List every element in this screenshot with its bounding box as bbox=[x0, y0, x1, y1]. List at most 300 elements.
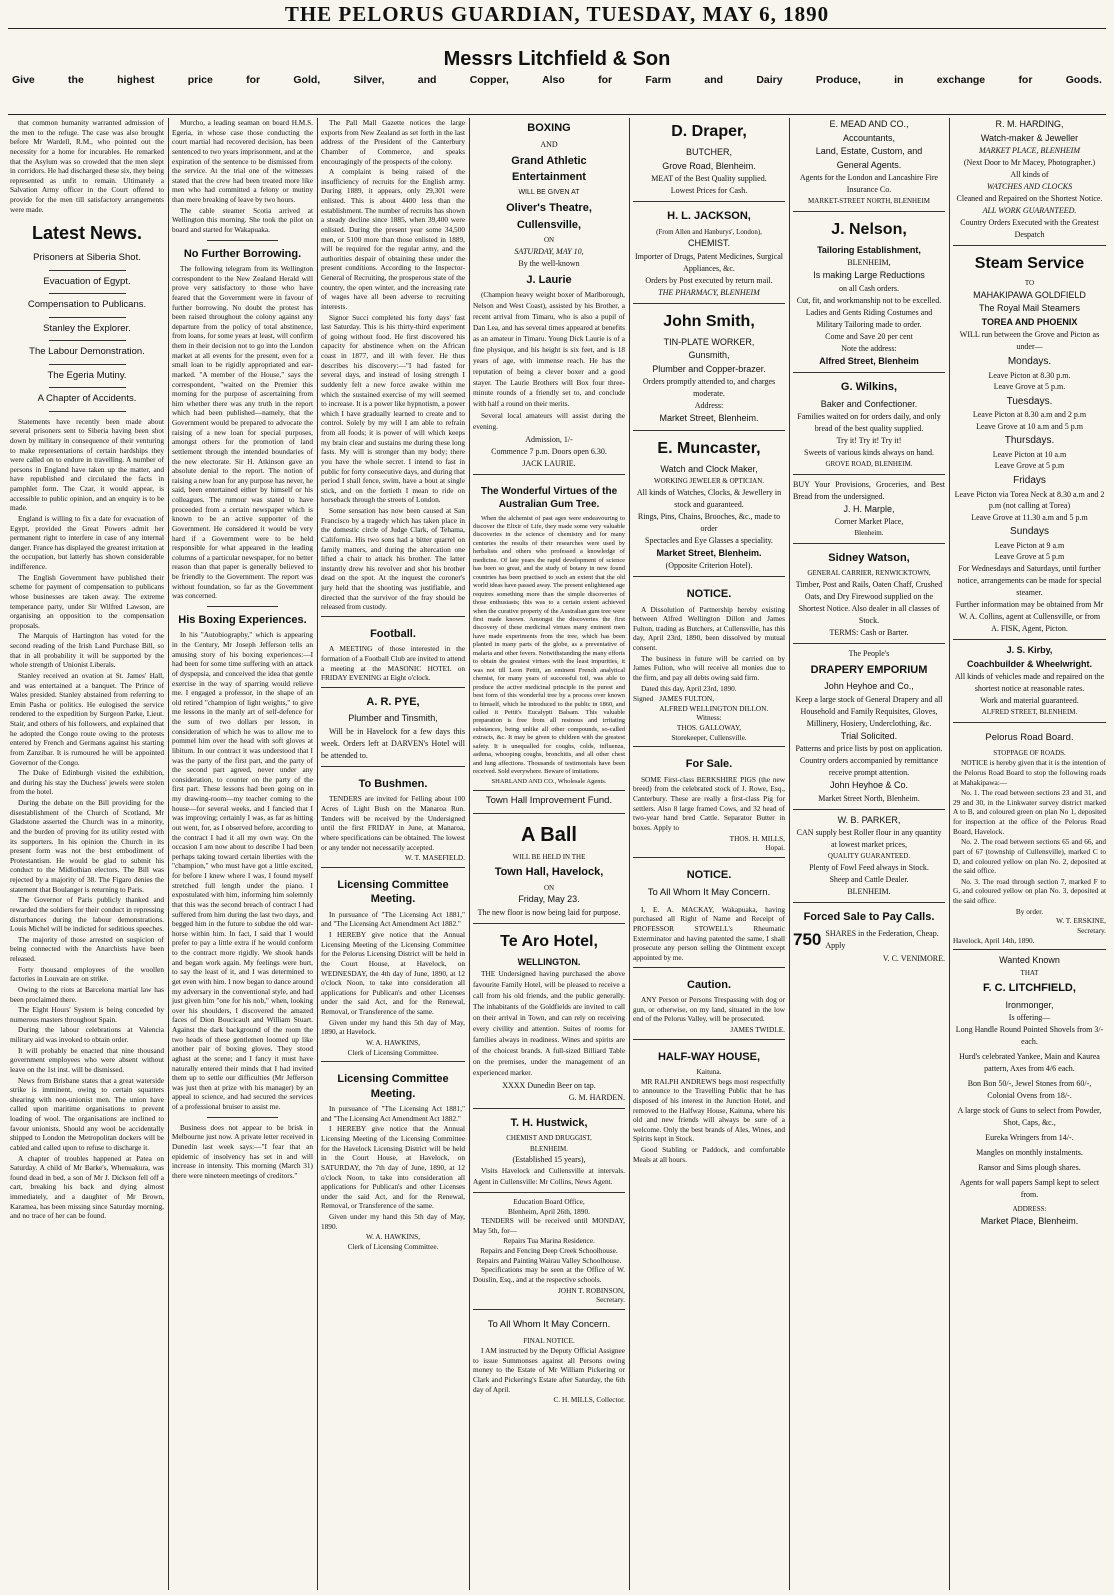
nelson-line: Cut, fit, and workmanship not to be excelled. bbox=[796, 295, 942, 305]
mead-ad bbox=[793, 118, 945, 207]
news-subhead: The Egeria Mutiny. bbox=[47, 369, 127, 381]
latest-news-body bbox=[10, 417, 164, 1221]
muncaster-line: Rings, Pins, Chains, Brooches, &c., made to order bbox=[637, 511, 781, 533]
schedule-time: Leave Grove at 5 p.m. bbox=[993, 382, 1066, 392]
news-subhead: Prisoners at Siberia Shot. bbox=[33, 252, 141, 263]
divider bbox=[49, 340, 126, 341]
column-5 bbox=[633, 118, 785, 1592]
divider bbox=[49, 364, 126, 365]
news-subhead: Compensation to Publicans. bbox=[27, 299, 147, 311]
harding-line: All kinds of bbox=[1010, 170, 1049, 179]
news-paragraph: The following telegram from its Wellington correspondent to the New Zealand Herald will prove very satisfactory to those who have feared that the Government were in favour of further borrowing. No doubt the protest has been raised throughout the colony against any departure from the policy of total abstinence, from loans, for some years at least, will confirm them in their decision not to go into the London market at all events for the present, even for a small loan to be rigidly appropriated and ear-marked. "A member of the House," says the correspondent, "waited on the Premier this morning for the purpose of ascertaining from him whether there was any truth in the report which had been published—namely, that the Government would be prepared to advocate the raising of a new loan for special purposes, amongst others for the promotion of land settlement through the intended boundaries of the new electorate. Sir H. Atkinson gave an absolute denial to the report. The notion of raising a new loan for any purpose has never, he said, been entertained either by himself or his colleagues. The rumour was stated to have proceeded from a certain newspaper which is known to be an active supporter of the Government. He considered it would be very hard if a Government were to be held responsible for what appeared in the leading columns of a particular newspaper, for no better reason than that paper is generally believed to be friendly to the Government. The report was without foundation, so far as the Government was concerned. bbox=[172, 264, 313, 601]
dissolution-witness-label: Witness: bbox=[696, 713, 722, 723]
draper-name: D. Draper, bbox=[671, 123, 747, 140]
caution-body: ANY Person or Persons Trespassing with dog or gun, or otherwise, on my land, situated in the low end of the Pelorus Valley, will be prosecuted. bbox=[633, 995, 785, 1024]
news-paragraphs bbox=[321, 118, 465, 612]
nelson-line: Note the address: bbox=[841, 343, 897, 353]
harding-line: ALL WORK GUARANTEED. bbox=[982, 206, 1077, 215]
licensing-signer: W. A. HAWKINS, bbox=[365, 1037, 421, 1047]
column-2 bbox=[172, 118, 313, 1592]
watson-line: Timber, Post and Rails, Oaten Chaff, Crushed Oats, and Dry Firewood supplied on the Shortest Notice. Also dealer in all classes of Stock. bbox=[795, 579, 943, 625]
banner-word: Dairy bbox=[756, 74, 783, 86]
smith-trade: TIN-PLATE WORKER, bbox=[663, 336, 755, 347]
mead-line: Agents for the London and Lancashire Fire Insurance Co. bbox=[799, 173, 939, 194]
steam-signer: A. FISK, Agent, Picton. bbox=[991, 624, 1068, 634]
divider bbox=[207, 606, 278, 607]
parker-line: Sheep and Cattle Dealer. bbox=[829, 874, 909, 884]
muncaster-trade: Watch and Clock Maker, bbox=[660, 463, 758, 474]
final-notice-heading: To All Whom It May Concern. bbox=[487, 1318, 611, 1330]
final-notice bbox=[473, 1309, 625, 1405]
steam-body: WILL run between the Grove and Picton as under— bbox=[959, 330, 1100, 351]
kirby-ad bbox=[953, 639, 1106, 718]
te-aro-body: THE Undersigned having purchased the above favourite Family Hotel, will be pleased to receive a call from his old friends, and the public generally. The inhabitants of the Goldfields are invited to call on their arrival in Town, and can rely on receiving every civility and attention. Suites of rooms for families always in readiness. Wines and spirits are of the choicest brands. A full-sized Billiard Table on the premises, under the management of an experienced marker. bbox=[473, 969, 625, 1077]
wilkins-name: G. Wilkins, bbox=[840, 381, 898, 393]
column-divider bbox=[168, 118, 169, 1590]
ball-title: A Ball bbox=[521, 823, 577, 846]
half-way-house-ad bbox=[633, 1039, 785, 1165]
dissolution-notice bbox=[633, 576, 785, 742]
road-board-by: By order. bbox=[1015, 906, 1044, 916]
nelson-line: Ladies and Gents Riding Costumes and Military Tailoring made to order. bbox=[805, 307, 933, 329]
kirby-name: J. S. Kirby, bbox=[1006, 645, 1053, 656]
emporium-owner: John Heyhoe & Co. bbox=[829, 780, 909, 790]
divider bbox=[49, 411, 126, 412]
caution-signer: JAMES TWIDLE. bbox=[730, 1024, 785, 1034]
news-paragraph: In his "Autobiography," which is appearing in the Century, Mr Joseph Jefferson tells an amusing story of his boxing experiences:—I had been for some time suffering with an attack of dyspepsia, and conceived the idea that gentle exercise in the way of sparring would relieve me. I engaged a professor, in the shape of an old retired "champion of light weights," to give me lessons in the manly art of self-defence for the sum of two dollars per lesson, in consideration of which he was to allow me to pommel him over the head with soft gloves at libitum. In our contract it was understood that I was the party of the first part, and the party of the second part agreed, never under any consideration, to counter on the party of the first part. These lessons had been going on in my drawing-room—my teacher coming to the house—for several weeks, and I fancied that I was improving; certainly I was, as far as hitting out went, for, as I observed before, according to the contract I had it all my own way. On the occasion I am now about to describe I had been perhaps taking toward certain liberties with the "champion," who must have got a little excited, for before I knew where I was, I found myself stretched full length under the piano. I expostulated with him, informing him solemnly that this was the second breach of contract I had suffered from him during the last two days, and begged him in the future to subdue the old war-horse within him. In fact, I said that I would prefer to pay a little extra if he would conform to the contract more rigidly. We shook hands and began work again. My feelings were hurt, to say the least of it, and I was determined to get even with him. I now began to dance around my adversary in the conventional style, and had just given him "one for his nob," when, looking over his shoulders, I discovered the amazed faces of Dion Boucicault and William Stuart. Against the dark background of the room the two heads of these gentlemen loomed up like another pair of boxing gloves. They stood aghast at the scene; and I fancy it must have naturally entered their minds that I had invited them up to settle our difficulties (Mr Jefferson was just then at prize with his manager) by an appeal to science, and had secured the services of a professional bruiser to assist me. bbox=[172, 630, 313, 1112]
smith-address-label: Address: bbox=[694, 401, 724, 410]
kirby-trade: Coachbuilder & Wheelwright. bbox=[966, 658, 1092, 669]
boxing-date: SATURDAY, MAY 10, bbox=[514, 246, 584, 256]
half-way-stabling: Good Stabling or Paddock, and comfortable Meals at all hours. bbox=[633, 1145, 785, 1164]
road-board-items bbox=[953, 788, 1106, 906]
boxing-title: Grand Athletic Entertainment bbox=[511, 154, 587, 183]
education-specs: Specifications may be seen at the Office of W. Douslin, Esq., and at the respective schools. bbox=[473, 1265, 625, 1284]
dissolution-heading: NOTICE. bbox=[686, 588, 732, 600]
parker-line: Plenty of Fowl Feed always in Stock. bbox=[809, 862, 929, 872]
steam-heading: Steam Service bbox=[974, 255, 1085, 272]
litchfield-ad bbox=[953, 949, 1106, 1228]
licensing-date: Given under my hand this 5th day of May, 1890, at Havelock. bbox=[321, 1017, 465, 1037]
nelson-trade: Tailoring Establishment, bbox=[817, 244, 921, 255]
dissolution-signed-label: Signed bbox=[633, 694, 654, 704]
hustwick-trade: CHEMIST AND DRUGGIST, bbox=[506, 1134, 592, 1143]
kirby-line: All kinds of vehicles made and repaired on the shortest notice at reasonable rates. bbox=[954, 672, 1105, 694]
emporium-owner: John Heyhoe and Co., bbox=[824, 681, 914, 691]
education-date: Blenheim, April 26th, 1890. bbox=[508, 1206, 590, 1216]
pye-body: Will be in Havelock for a few days this week. Orders left at DARVEN's Hotel will be attended to. bbox=[321, 726, 465, 760]
litchfield-heading: Wanted Known bbox=[999, 955, 1060, 966]
dissolution-body: The business in future will be carried on by James Fulton, who will receive all monies due to the firm, and pay all debts owing said firm. bbox=[633, 653, 785, 682]
news-paragraph: The Marquis of Hartington has voted for the second reading of the Irish Land Purchase Bill, so that in all probability it will be supported by the whole strength of Unionist Liberals. bbox=[10, 631, 164, 670]
litchfield-trade: Ironmonger, bbox=[1005, 999, 1054, 1010]
divider bbox=[49, 293, 126, 294]
wilkins-ad bbox=[793, 372, 945, 470]
news-paragraph: Business does not appear to be brisk in Melbourne just now. A private letter received in Dunedin last week says:—"I fear that an epidemic of insolvency has set in and will increase in intensity. This morning (March 31) there were nineteen meetings of creditors." bbox=[172, 1122, 313, 1180]
harding-name: R. M. HARDING, bbox=[995, 119, 1064, 129]
road-board-date: Havelock, April 14th, 1890. bbox=[953, 935, 1035, 945]
boxing-times: Commence 7 p.m. Doors open 6.30. bbox=[491, 447, 607, 457]
te-aro-city: WELLINGTON. bbox=[517, 956, 581, 967]
licensing-pursuance: In pursuance of "The Licensing Act 1881," and "The Licensing Act Amendment Act 1882." bbox=[321, 1104, 465, 1123]
nelson-line: Come and Save 20 per cent bbox=[825, 331, 913, 341]
licensing-notice-1 bbox=[321, 867, 465, 1057]
masthead-rule bbox=[8, 28, 1106, 29]
licensing-signer: W. A. HAWKINS, bbox=[365, 1232, 421, 1242]
schedule-time: Leave Grove at 11.30 a.m and 5 p.m bbox=[971, 512, 1088, 522]
harding-line: Cleaned and Repaired on the Shortest Notice. bbox=[956, 194, 1103, 203]
muncaster-ad bbox=[633, 430, 785, 573]
schedule-time: Leave Picton at 8.30 a.m and 2 p.m bbox=[972, 410, 1087, 420]
divider bbox=[49, 317, 126, 318]
emporium-trial: Trial Solicited. bbox=[840, 730, 898, 741]
divider bbox=[207, 240, 278, 241]
jackson-trade: CHEMIST. bbox=[687, 238, 730, 248]
boxing-will: WILL BE GIVEN AT bbox=[518, 188, 580, 196]
watson-terms: TERMS: Cash or Barter. bbox=[829, 627, 909, 637]
for-sale-body: SOME First-class BERKSHIRE PIGS (the new breed) from the celebrated stock of J. Rowe, Esq., Canterbury. These are really a first-class Pig for settlers. Also 8 large framed Cows, and 32 head of two-year hand bred Cattle. Separator Butter in boxes. Apply to bbox=[633, 774, 785, 832]
column-7 bbox=[953, 118, 1106, 1592]
emporium-pre: The People's bbox=[848, 648, 890, 658]
no-borrowing-body bbox=[172, 264, 313, 601]
banner-word: and bbox=[417, 74, 437, 86]
kirby-street: ALFRED STREET, BLENHEIM. bbox=[981, 708, 1078, 717]
mead-name: E. MEAD AND CO., bbox=[829, 119, 909, 129]
harding-line: Country Orders Executed with the Greatest Despatch bbox=[960, 218, 1099, 239]
harding-trade: Watch-maker & Jeweller bbox=[980, 132, 1079, 143]
smith-name: John Smith, bbox=[663, 312, 755, 330]
boxing-experiences-body bbox=[172, 630, 313, 1180]
mead-street: MARKET-STREET NORTH, BLENHEIM bbox=[808, 197, 930, 205]
schedule-time: Leave Picton via Torea Neck at 8.30 a.m and 2 p.m (not calling at Torea) bbox=[954, 489, 1105, 511]
harding-line: WATCHES AND CLOCKS bbox=[986, 182, 1073, 191]
muncaster-opp: (Opposite Criterion Hotel). bbox=[665, 561, 753, 570]
harding-ad bbox=[953, 118, 1106, 241]
steam-schedule bbox=[953, 355, 1106, 563]
boxing-venue: Oliver's Theatre, Cullensville, bbox=[506, 202, 592, 231]
hustwick-name: T. H. Hustwick, bbox=[510, 1116, 588, 1129]
ball-will: WILL BE HELD IN THE bbox=[512, 852, 586, 861]
town-hall-heading: Town Hall Improvement Fund. bbox=[473, 790, 625, 808]
draper-trade: BUTCHER, bbox=[685, 147, 732, 157]
news-paragraph: It will probably be enacted that nine thousand government employees who were absent without leave on the 1st inst. will be dismissed. bbox=[10, 1045, 164, 1074]
banner-word: for bbox=[246, 74, 261, 86]
wilkins-trade: Baker and Confectioner. bbox=[820, 398, 918, 409]
news-paragraph: Owing to the riots at Barcelona martial law has been proclaimed there. bbox=[10, 984, 164, 1004]
boxing-amateurs: Several local amateurs will assist during the evening. bbox=[473, 411, 625, 432]
smith-ad bbox=[633, 303, 785, 426]
road-item: No. 2. The road between sections 65 and 66, and part of 67 (township of Cullensville), marked C to D, and coloured yellow on plan No. 2, deposited at the said office. bbox=[953, 837, 1106, 876]
boxing-ad bbox=[473, 120, 625, 470]
half-way-heading: HALF-WAY HOUSE, bbox=[657, 1050, 761, 1063]
smith-trade: Gunsmith, bbox=[688, 350, 730, 360]
schedule-time: Leave Grove at 5 p.m bbox=[994, 552, 1065, 562]
gum-tree-agents: SHARLAND AND CO., Wholesale Agents. bbox=[491, 777, 607, 785]
banner-subtitle bbox=[12, 74, 1102, 86]
litchfield-item: Mangles on monthly instalments. bbox=[976, 1148, 1083, 1158]
marple-ad bbox=[793, 474, 945, 539]
litchfield-item: Eureka Wringers from 14/-. bbox=[985, 1133, 1074, 1143]
banner-word: Gold, bbox=[293, 74, 321, 86]
divider bbox=[49, 387, 126, 388]
litchfield-item: A large stock of Guns to select from Powder, Shot, Caps, &c., bbox=[957, 1106, 1102, 1128]
marple-town: Blenheim. bbox=[854, 529, 884, 537]
banner-word: Silver, bbox=[353, 74, 385, 86]
hustwick-est: (Established 15 years), bbox=[512, 1155, 586, 1165]
banner-word: Goods. bbox=[1065, 74, 1102, 86]
jackson-line: Orders by Post executed by return mail. bbox=[645, 275, 773, 285]
latest-news-heading: Latest News. bbox=[31, 223, 143, 244]
schedule-day: Thursdays. bbox=[1004, 435, 1055, 447]
litchfield-name: F. C. LITCHFIELD, bbox=[983, 982, 1076, 995]
divider bbox=[49, 270, 126, 271]
harding-place: MARKET PLACE, BLENHEIM bbox=[979, 146, 1080, 155]
banner-word: for bbox=[598, 74, 613, 86]
pye-name: A. R. PYE, bbox=[366, 695, 420, 708]
football-heading: Football. bbox=[370, 627, 416, 640]
road-board-body: NOTICE is hereby given that it is the intention of the Pelorus Road Board to stop the following roads at Mahakipawa:— bbox=[953, 758, 1106, 787]
dissolution-dated: Dated this day, April 23rd, 1890. bbox=[641, 683, 737, 693]
schedule-time: Leave Picton at 9 a.m bbox=[994, 540, 1065, 550]
banner-word: price bbox=[187, 74, 213, 86]
steam-ships: TOREA AND PHOENIX bbox=[981, 316, 1078, 327]
nelson-line: Is making Large Reductions bbox=[813, 270, 925, 280]
news-paragraph: A chapter of troubles happened at Patea on Saturday. A child of Mr Barke's, Whenuakura, was found dead in bed, a son of Mr J. Dickson fell off a cart, breaking his back and dying almost immediately, and a daughter of Mr Brown, Karamea, has been missing since Saturday morning, and no trace of her can be found. bbox=[10, 1153, 164, 1221]
news-paragraph: The Eight Hours' System is being conceded by numerous masters throughout Spain. bbox=[10, 1005, 164, 1024]
draper-line: MEAT of the Best Quality supplied. bbox=[651, 174, 767, 183]
news-paragraph: A complaint is being raised of the insufficiency of recruits for the English army. During 1889, it appears, only 29,301 were enlisted. This is about 4400 less than the establishment. The number of recruits has shown a steady decline since 1885, when 39,400 were enlisted. During the present year some 34,500 men, or 5100 more than those enlisted in 1889, will be required for the regular army, and the authorities despair of obtaining these under the present conditions. According to the Inspector-General of Recruiting, the prosperous state of the country, the open winter, and the increasing rate of wages have all been adverse to recruiting interests. bbox=[321, 167, 465, 311]
boxing-by: By the well-known bbox=[518, 258, 580, 268]
bushmen-heading: To Bushmen. bbox=[358, 777, 428, 790]
marple-place: Corner Market Place, bbox=[834, 517, 904, 526]
jackson-line: Importer of Drugs, Patent Medicines, Surgical Appliances, &c. bbox=[634, 251, 784, 273]
dissolution-signer: JAMES FULTON, bbox=[659, 694, 715, 704]
nelson-ad bbox=[793, 211, 945, 369]
schedule-time: Leave Grove at 10 a.m and 5 p.m bbox=[976, 421, 1083, 431]
pye-trade: Plumber and Tinsmith, bbox=[348, 713, 438, 724]
column-divider bbox=[317, 118, 318, 1590]
steam-goldfield: MAHAKIPAWA GOLDFIELD bbox=[973, 289, 1086, 300]
news-paragraph: Murcho, a leading seaman on board H.M.S. Egeria, in whose case those conducting the court martial had recovered decision, has been sentenced to two years imprisonment, and at the expiration of the sentence to be dismissed from the service. At the trial one of the witnesses stated that the crew had been treated more like men who had committed a felony or mutiny than mere breaking of leave by two hours. bbox=[172, 118, 313, 204]
news-subhead: Stanley the Explorer. bbox=[43, 322, 131, 334]
road-board-role: Secretary. bbox=[1077, 925, 1106, 935]
litchfield-item: Bon Bon 50/-, Jewel Stones from 60/-, Colonial Ovens from 18/-. bbox=[967, 1079, 1092, 1101]
banner-rule bbox=[8, 114, 1106, 115]
news-paragraph: Stanley received an ovation at St. James' Hall, and was entertained at a banquet. The Prince of Wales presided. Stanley abstained from referring to Emin Pasha or politics. He eulogised the service rendered to the expedition by Surgeon Parke, Lieut. Stair, and others of his followers, and explained that he adopted the Congo route owing to the protests entered by French and Germans against his starting from Zanzibar. It is rumoured he will be appointed Governor of the Congo. bbox=[10, 670, 164, 767]
road-item: No. 3. The road through section 7, marked F to G, and coloured yellow on plan No. 3, deposited at the said office. bbox=[953, 876, 1106, 906]
education-item: Repairs and Painting Wairau Valley Schoolhouse. bbox=[476, 1255, 622, 1265]
pye-ad bbox=[321, 687, 465, 762]
licensing-heading: Licensing Committee Meeting. bbox=[337, 878, 449, 906]
te-aro-hotel-ad bbox=[473, 923, 625, 1104]
news-subhead: Evacuation of Egypt. bbox=[43, 275, 131, 287]
steam-note: Further information may be obtained from Mr W. A. Collins, agent at Cullensville, or from bbox=[955, 600, 1104, 622]
emporium-line: Keep a large stock of General Drapery and all Household and Family Requisites, Gloves, Millinery, Hosiery, Underclothing, &c. bbox=[795, 694, 943, 728]
mackay-notice bbox=[633, 857, 785, 963]
dissolution-witness: THOS. GALLOWAY, bbox=[676, 723, 742, 733]
bushmen-signer: W. T. MASEFIELD. bbox=[404, 853, 465, 863]
ball-date: Friday, May 23. bbox=[518, 894, 580, 905]
wilkins-line: Try it! Try it! Try it! bbox=[836, 436, 902, 445]
hustwick-town: BLENHEIM. bbox=[530, 1144, 568, 1153]
for-sale-signer: THOS. H. MILLS, bbox=[729, 833, 785, 843]
banner-word: and bbox=[704, 74, 724, 86]
masthead-title: THE PELORUS GUARDIAN, TUESDAY, MAY 6, 1890 bbox=[284, 2, 830, 26]
wilkins-line: Sweets of various kinds always on hand. bbox=[804, 448, 934, 457]
column-6 bbox=[793, 118, 945, 1592]
football-notice bbox=[321, 616, 465, 683]
final-notice-signer: C. H. MILLS, Collector. bbox=[553, 1395, 625, 1405]
ball-venue: Town Hall, Havelock, bbox=[494, 866, 604, 879]
education-office: Education Board Office, bbox=[513, 1196, 585, 1206]
emporium-name: DRAPERY EMPORIUM bbox=[810, 663, 928, 676]
litchfield-item: Ransor and Sims plough shares. bbox=[978, 1163, 1081, 1173]
education-item: Repairs Tua Marina Residence. bbox=[503, 1236, 595, 1246]
dissolution-signer: ALFRED WELLINGTON DILLON. bbox=[659, 703, 769, 713]
half-way-place: Kaituna. bbox=[696, 1067, 722, 1077]
news-paragraph: The English Government have published their scheme for payment of compensation to publicans whose businesses are taken away. The extreme temperance party, under Sir Wilfred Lawson, are organising an opposition to the compensation proposals. bbox=[10, 572, 164, 630]
forced-sale-body: SHARES in the Federation, Cheap. Apply bbox=[825, 928, 939, 950]
steam-royal: The Royal Mail Steamers bbox=[978, 303, 1081, 313]
news-paragraph: Some sensation has now been caused at San Francisco by a tragedy which has taken place in the domestic circle of Judge Clark, of Tehama, California. His two sons had a bitter quarrel on family matters, and during the altercation one lifted a chair to attack his brother. The latter instantly drew his revolver and shot his brother dead on the spot. At the inquest the coroner's jury held that the shooting was justifiable, and directed that the survivor of the fray should be released from custody. bbox=[321, 506, 465, 612]
final-notice-body: I AM instructed by the Deputy Official Assignee to issue Summonses against all Persons owing money to the Estate of Mr William Pickering or Clark and Pickering's Estate after Saturday, the 6th day of April. bbox=[473, 1346, 625, 1394]
draper-line: Lowest Prices for Cash. bbox=[670, 186, 748, 195]
boxing-admission: Admission, 1/- bbox=[525, 435, 573, 445]
half-way-body: MR RALPH ANDREWS begs most respectfully to announce to the Travelling Public that he has disposed of his interest in the Junction Hotel, and removed to the Halfway House, Kaituna, where his old and new friends will always be sure of a welcome. Only the best brands of Ales, Wines, and Spirits kept in Stock. bbox=[633, 1076, 785, 1144]
news-paragraph: The Duke of Edinburgh visited the exhibition, and during his stay the Duchess' jewels were stolen from the hotel. bbox=[10, 768, 164, 797]
gum-tree-body: When the alchemist of past ages were endeavouring to discover the Elixir of Life, they made some very valuable discoveries in the science of chemistry and for many centuries the results of their researches were used by herbalists and others who professed a knowledge of medicine. Of late years the rapid development of science has been so great, and the study of botany in new found countries has been practised to such an extent that the old world ideas have passed away. The present enlightened age requires something more than the simple discoveries of those enthusiasts; this was to a certain extent achieved when the curative property of the Australian gum tree were first made known. Amongst the discoveries the first discovery of these medicinal virtues many eminent men have made experiments from the tree, which has been planted in many parts of the globe, as a preventative of malaria and other fevers. Notwithstanding the many efforts to obtain the greatest virtues with the least impurities, it was not till Leon Pettit, an eminent French analytical chemist, for many years of successful toil, was able to produce the active medicinal principle in the purest and best form of this wonderful tree by a process over known to himself, which he introduced to the public in 1860, and called it Pettit's Eucalypti Balsam. This valuable preparation is free from all resinous and irritating substances, being unlike all other compounds, so-called extracts, &c. It may be given to children with the greatest safety. It is unequalled for coughs, colds, influenza, asthma, whooping coughs, bronchitis, and all other chest and lung affections. Thousands of testimonials have been received. Sold everywhere. Beware of imitations. bbox=[473, 514, 625, 776]
education-item: Repairs and Fencing Deep Creek Schoolhouse. bbox=[480, 1246, 618, 1256]
road-board-notice bbox=[953, 722, 1106, 946]
caution-heading: Caution. bbox=[687, 978, 731, 991]
steam-service-ad bbox=[953, 245, 1106, 635]
news-subhead: A Chapter of Accidents. bbox=[37, 393, 137, 405]
jackson-name: H. L. JACKSON, bbox=[667, 210, 751, 222]
banner-word: in bbox=[894, 74, 904, 86]
football-body: A MEETING of those interested in the formation of a Football Club are invited to attend a meeting at the MASONIC HOTEL on FRIDAY EVENING at Eight o'clock. bbox=[321, 644, 465, 683]
education-items bbox=[473, 1236, 625, 1265]
ball-on: ON bbox=[543, 883, 555, 892]
muncaster-sub: WORKING JEWELER & OPTICIAN. bbox=[653, 477, 765, 485]
latest-news-subheads bbox=[10, 252, 164, 412]
nelson-line: on all Cash orders. bbox=[839, 283, 899, 293]
intro-paragraph: that common humanity warranted admission of the men to the refuge. The case was also brought before Mr Wardell, R.M., who pointed out the necessity for a home for incurables. He remarked that the Asylum was so crowded that the men slept in corridors. He had discharged these six, they being represented as unfit to remain. Ultimately a Salvation Army officer in the Court offered to provide for the men till satisfactory arrangements were made. bbox=[10, 118, 164, 214]
kirby-line: Work and material guaranteed. bbox=[980, 696, 1079, 706]
te-aro-signer: G. M. HARDEN. bbox=[568, 1092, 625, 1102]
drapery-emporium-ad bbox=[793, 643, 945, 805]
litchfield-item: Agents for wall papers Sampl kept to select from. bbox=[959, 1178, 1100, 1200]
news-paragraph: Signor Succi completed his forty days' fast last Saturday. This is his thirty-third experiment of going without food. He first discovered his capacity for abstinence when on the African coast in 1877, and ill with fever. He thus describes his discovery:—"I had fasted for several days, and instead of losing strength I suddenly felt a new force awake within me which the sustained exercise of my will seemed to increase. It is a power like hypnotism, a power which I have gradually learned to create and to control. Solely by my will I am able to refrain from all foods; it is power of will which keeps my brain clear and sustains me during these long fasts. My will is stronger than my body; there you have the whole secret. I intend to fast in public for forty consecutive days, and during that period I shall fence, swim, have a bout at single stick, and on the fortieth I mean to ride on horseback through the streets of London. bbox=[321, 312, 465, 505]
boxing-signer: JACK LAURIE. bbox=[522, 459, 576, 469]
bushmen-notice bbox=[321, 766, 465, 863]
licensing-notice-2 bbox=[321, 1061, 465, 1251]
mead-trade: Land, Estate, Custom, and bbox=[815, 146, 923, 156]
mead-trade: General Agents. bbox=[836, 159, 902, 170]
road-board-heading: Pelorus Road Board. bbox=[985, 731, 1074, 743]
licensing-role: Clerk of Licensing Committee. bbox=[347, 1241, 439, 1251]
parker-quality: QUALITY GUARANTEED. bbox=[827, 852, 911, 860]
boxing-and: AND bbox=[540, 139, 558, 149]
education-board-notice bbox=[473, 1192, 625, 1305]
litchfield-address: Market Place, Blenheim. bbox=[980, 1215, 1079, 1226]
muncaster-name: E. Muncaster, bbox=[657, 439, 761, 457]
schedule-day: Mondays. bbox=[1007, 356, 1052, 367]
mackay-sub: To All Whom It May Concern. bbox=[647, 887, 771, 899]
for-sale-place: Hopai. bbox=[765, 843, 785, 853]
boxing-on: ON bbox=[543, 236, 555, 244]
education-role: Secretary. bbox=[596, 1295, 625, 1305]
te-aro-title: Te Aro Hotel, bbox=[500, 932, 598, 950]
watson-ad bbox=[793, 543, 945, 639]
no-borrowing-heading: No Further Borrowing. bbox=[183, 247, 302, 260]
boxing-body: (Champion heavy weight boxer of Marlborough, Nelson and West Coast), assisted by his Brother, a recent arrival from Timaru, who is also a pupil of Dan Lea, and has several times appeared at benefits as an amateur in Timaru. Young Dick Laurie is of a fine physique, and his height is six feet, and is 18 years of age, with immense reach. He has the reputation of being a clever boxer and a good stayer. The Laurie Brothers will Box four three-minute rounds of a friendly set to, and conclude with half a round on their merits. bbox=[473, 290, 625, 409]
news-subhead: The Labour Demonstration. bbox=[29, 346, 145, 358]
banner-word: the bbox=[68, 74, 84, 86]
news-paragraph: England is willing to fix a date for evacuation of Egypt, provided the Great Powers admit her permanent right to interfere in case of any internal danger. France has displayed the greatest irritation at the occupation, but latterly has shown considerable indifference. bbox=[10, 513, 164, 572]
news-paragraph: Forty thousand employees of the woollen factories in Louvain are on strike. bbox=[10, 964, 164, 984]
news-paragraph: During the labour celebrations at Valencia military aid was invoked to obtain order. bbox=[10, 1025, 164, 1045]
column-divider bbox=[469, 118, 470, 1590]
emporium-line: Patterns and price lists by post on application. Country orders accompanied by remittance receive prompt attention. bbox=[795, 744, 943, 777]
road-board-signer: W. T. ERSKINE, bbox=[1056, 916, 1106, 926]
banner-word: Copper, bbox=[469, 74, 509, 86]
schedule-day: Sundays bbox=[1010, 526, 1049, 538]
dissolution-witness-role: Storekeeper, Cullensville. bbox=[671, 732, 747, 742]
banner-word: highest bbox=[117, 74, 155, 86]
news-paragraph: The majority of those arrested on suspicion of being connected with the Anarchists have been released. bbox=[10, 934, 164, 964]
gum-tree-ad bbox=[473, 474, 625, 786]
ball-ad bbox=[473, 813, 625, 919]
te-aro-beer: XXXX Dunedin Beer on tap. bbox=[502, 1080, 596, 1090]
caution-notice bbox=[633, 967, 785, 1035]
litchfield-address-label: ADDRESS: bbox=[1012, 1205, 1047, 1214]
news-paragraph: The cable steamer Scotia arrived at Wellington this morning. She took the pilot on board and started for Wakapuaka. bbox=[172, 205, 313, 234]
litchfield-items bbox=[953, 1024, 1106, 1201]
wilkins-line: Families waited on for orders daily, and only bread of the best quality supplied. bbox=[797, 412, 941, 433]
nelson-town: BLENHEIM, bbox=[847, 258, 891, 267]
nelson-street: Alfred Street, Blenheim bbox=[819, 355, 919, 366]
final-notice-sub: FINAL NOTICE. bbox=[523, 1336, 575, 1346]
gum-tree-heading: The Wonderful Virtues of the Australian Gum Tree. bbox=[480, 486, 618, 511]
road-item: No. 1. The road between sections 23 and 31, and 29 and 30, in the Linkwater survey district marked A to B, and coloured green on plan No 1, deposited for inspection at the office of the Pelorus Road Board, Havelock. bbox=[953, 788, 1106, 836]
forced-sale-heading: Forced Sale to Pay Calls. bbox=[803, 910, 935, 923]
road-board-sub: STOPPAGE OF ROADS. bbox=[993, 749, 1066, 758]
parker-body: CAN supply best Roller flour in any quantity at lowest market prices, bbox=[796, 828, 942, 849]
nelson-name: J. Nelson, bbox=[831, 220, 907, 238]
news-paragraph: The Pall Mall Gazette notices the large exports from New Zealand as set forth in the last address of the President of the Canterbury Chamber of Commerce, and speaks encouragingly of the prospects of the colony. bbox=[321, 118, 465, 166]
divider bbox=[207, 1117, 278, 1118]
harding-next: (Next Door to Mr Macey, Photographer.) bbox=[963, 158, 1096, 167]
dissolution-body: A Dissolution of Partnership hereby existing between Alfred Wellington Dillon and James Fulton, trading as Butchers, at Cullensville, has this day, April 23rd, 1890, been dissolved by mutual consent. bbox=[633, 604, 785, 653]
column-divider bbox=[949, 118, 950, 1590]
news-paragraph: The Governor of Paris publicly thanked and rewarded the soldiers for their conduct in repressing disturbances during the labour demonstrations. Louis Michel will be indicted for seditious speeches. bbox=[10, 895, 164, 934]
smith-address: Market Street, Blenheim. bbox=[659, 413, 759, 423]
news-paragraph: News from Brisbane states that a great waterside strike is imminent, owing to certain squatters shearing with non-unionist men. The union have called upon maritime organisations to prevent loading of wool. The organisations are inclined to favour unionists. Should any wool be accidentally shipped to London the Metropolitan dockers will be cabled and called upon to refuse to discharge it. bbox=[10, 1075, 164, 1152]
mead-trade: Accountants, bbox=[842, 132, 896, 143]
egeria-news bbox=[172, 118, 313, 235]
muncaster-street: Market Street, Blenheim. bbox=[656, 547, 762, 558]
licensing-body: I HEREBY give notice that the Annual Licensing Meeting of the Licensing Committee for the Havelock Licensing District will be held in the Court House, at Havelock, on SATURDAY, the 7th day of June, 1890, at 12 o'clock Noon, to take into consideration all applications for Publican's and other Licenses under the said Act, and for the Renewal, Removal, or Transference of the same. bbox=[321, 1124, 465, 1211]
column-divider bbox=[629, 118, 630, 1590]
forced-sale-ad bbox=[793, 902, 945, 965]
mackay-body: I, E. A. MACKAY, Wakapuaka, having purchased all Right of Name and Receipt of PROFESSOR STOWELL's Rheumatic Exterminator and having patented the same, I shall prosecute any person selling the Ointment except appointed by me. bbox=[633, 904, 785, 962]
watson-name: Sidney Watson, bbox=[828, 551, 910, 564]
for-sale-heading: For Sale. bbox=[685, 758, 733, 771]
banner-word: exchange bbox=[936, 74, 986, 86]
banner-word: Also bbox=[542, 74, 565, 86]
ball-note: The new floor is now being laid for purpose. bbox=[477, 907, 621, 917]
column-divider bbox=[789, 118, 790, 1590]
